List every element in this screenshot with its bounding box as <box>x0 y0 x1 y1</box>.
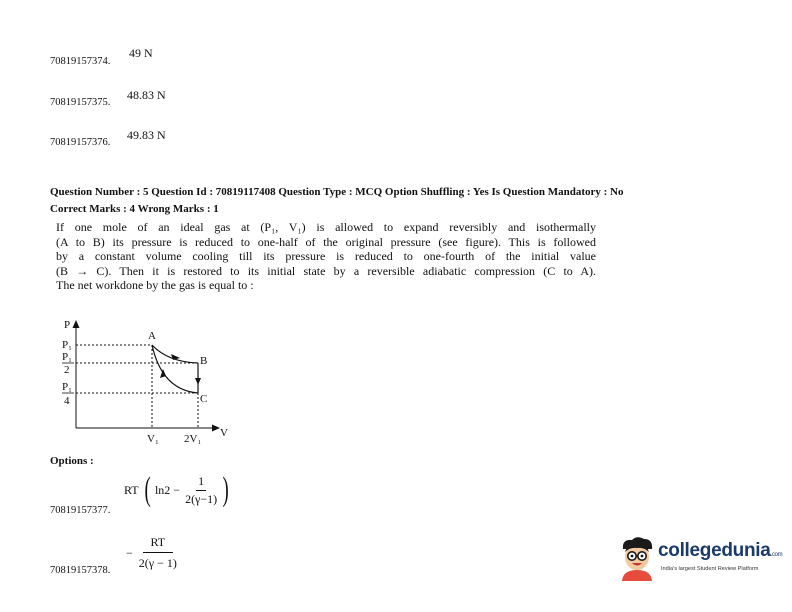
option-id-70819157375: 70819157375. <box>50 97 111 108</box>
option-1-prefix: RT <box>124 482 139 497</box>
label-p1: P₁ <box>62 339 72 351</box>
option-id-70819157377: 70819157377. <box>50 505 111 516</box>
question-text <box>56 220 596 293</box>
v-axis-arrow-icon <box>212 425 220 432</box>
p-axis-arrow-icon <box>73 320 80 328</box>
question-marks: Correct Marks : 4 Wrong Marks : 1 <box>50 203 219 215</box>
axis-v-label: V <box>220 427 228 439</box>
left-paren: ( <box>144 471 151 508</box>
logo-name-text: collegedunia <box>658 540 771 561</box>
v1-label: V₁ <box>147 433 159 445</box>
option-value-49n: 49 N <box>129 46 153 60</box>
point-a-label: A <box>148 330 156 342</box>
option-1-numerator: 1 <box>196 474 206 491</box>
question-line: (B → C). Then it is restored to its initial state by a reversible adiabatic compression (C to A). <box>56 263 596 278</box>
logo-name <box>658 540 782 562</box>
arrow-bc-icon <box>195 378 201 385</box>
option-2-formula <box>126 535 179 571</box>
label-p1-quarter-num: P₁ <box>62 381 72 393</box>
option-1-ln: ln2 − <box>154 482 181 497</box>
question-line: The net workdone by the gas is equal to : <box>56 278 254 293</box>
label-p1-half-num: P₁ <box>62 351 72 363</box>
mascot-icon <box>614 535 660 581</box>
option-1-fraction <box>183 474 219 507</box>
question-line: (A to B) its pressure is reduced to one-half of the original pressure (see figure). This is followed <box>56 234 596 249</box>
label-p1-half-den: 2 <box>64 364 70 376</box>
adiabat-curve <box>152 345 198 393</box>
logo-suffix: .com <box>770 552 783 558</box>
option-2-denominator: 2(γ − 1) <box>138 556 177 570</box>
point-b-label: B <box>200 355 208 367</box>
pv-diagram <box>50 312 250 452</box>
option-1-formula <box>124 470 231 510</box>
arrow-ab-icon <box>171 354 180 360</box>
collegedunia-logo <box>614 535 783 581</box>
option-2-fraction <box>137 535 179 571</box>
axis-p-label: P <box>64 319 71 331</box>
option-value-48-83n: 48.83 N <box>127 88 166 102</box>
point-c-label: C <box>200 393 208 405</box>
option-id-70819157378: 70819157378. <box>50 565 111 576</box>
option-2-sign: − <box>126 545 133 560</box>
isotherm-curve <box>152 345 198 363</box>
option-1-denominator: 2(γ−1) <box>185 491 218 506</box>
question-line: by a constant volume cooling till its pressure is reduced to one-fourth of the initial value <box>56 249 596 264</box>
option-id-70819157374: 70819157374. <box>50 56 111 67</box>
options-label: Options : <box>50 455 94 467</box>
label-p1-quarter-den: 4 <box>64 395 70 407</box>
option-2-numerator: RT <box>143 535 174 553</box>
right-paren: ) <box>222 471 229 508</box>
logo-tagline: India's largest Student Review Platform <box>661 566 759 572</box>
option-id-70819157376: 70819157376. <box>50 137 111 148</box>
question-header: Question Number : 5 Question Id : 70819117408 Question Type : MCQ Option Shuffling : Yes Is Question Mandatory : No <box>50 186 624 198</box>
option-value-49-83n: 49.83 N <box>127 128 166 142</box>
v2-label: 2V₁ <box>184 433 202 445</box>
question-line: If one mole of an ideal gas at (P₁, V₁) is allowed to expand reversibly and isothermally <box>56 220 596 234</box>
